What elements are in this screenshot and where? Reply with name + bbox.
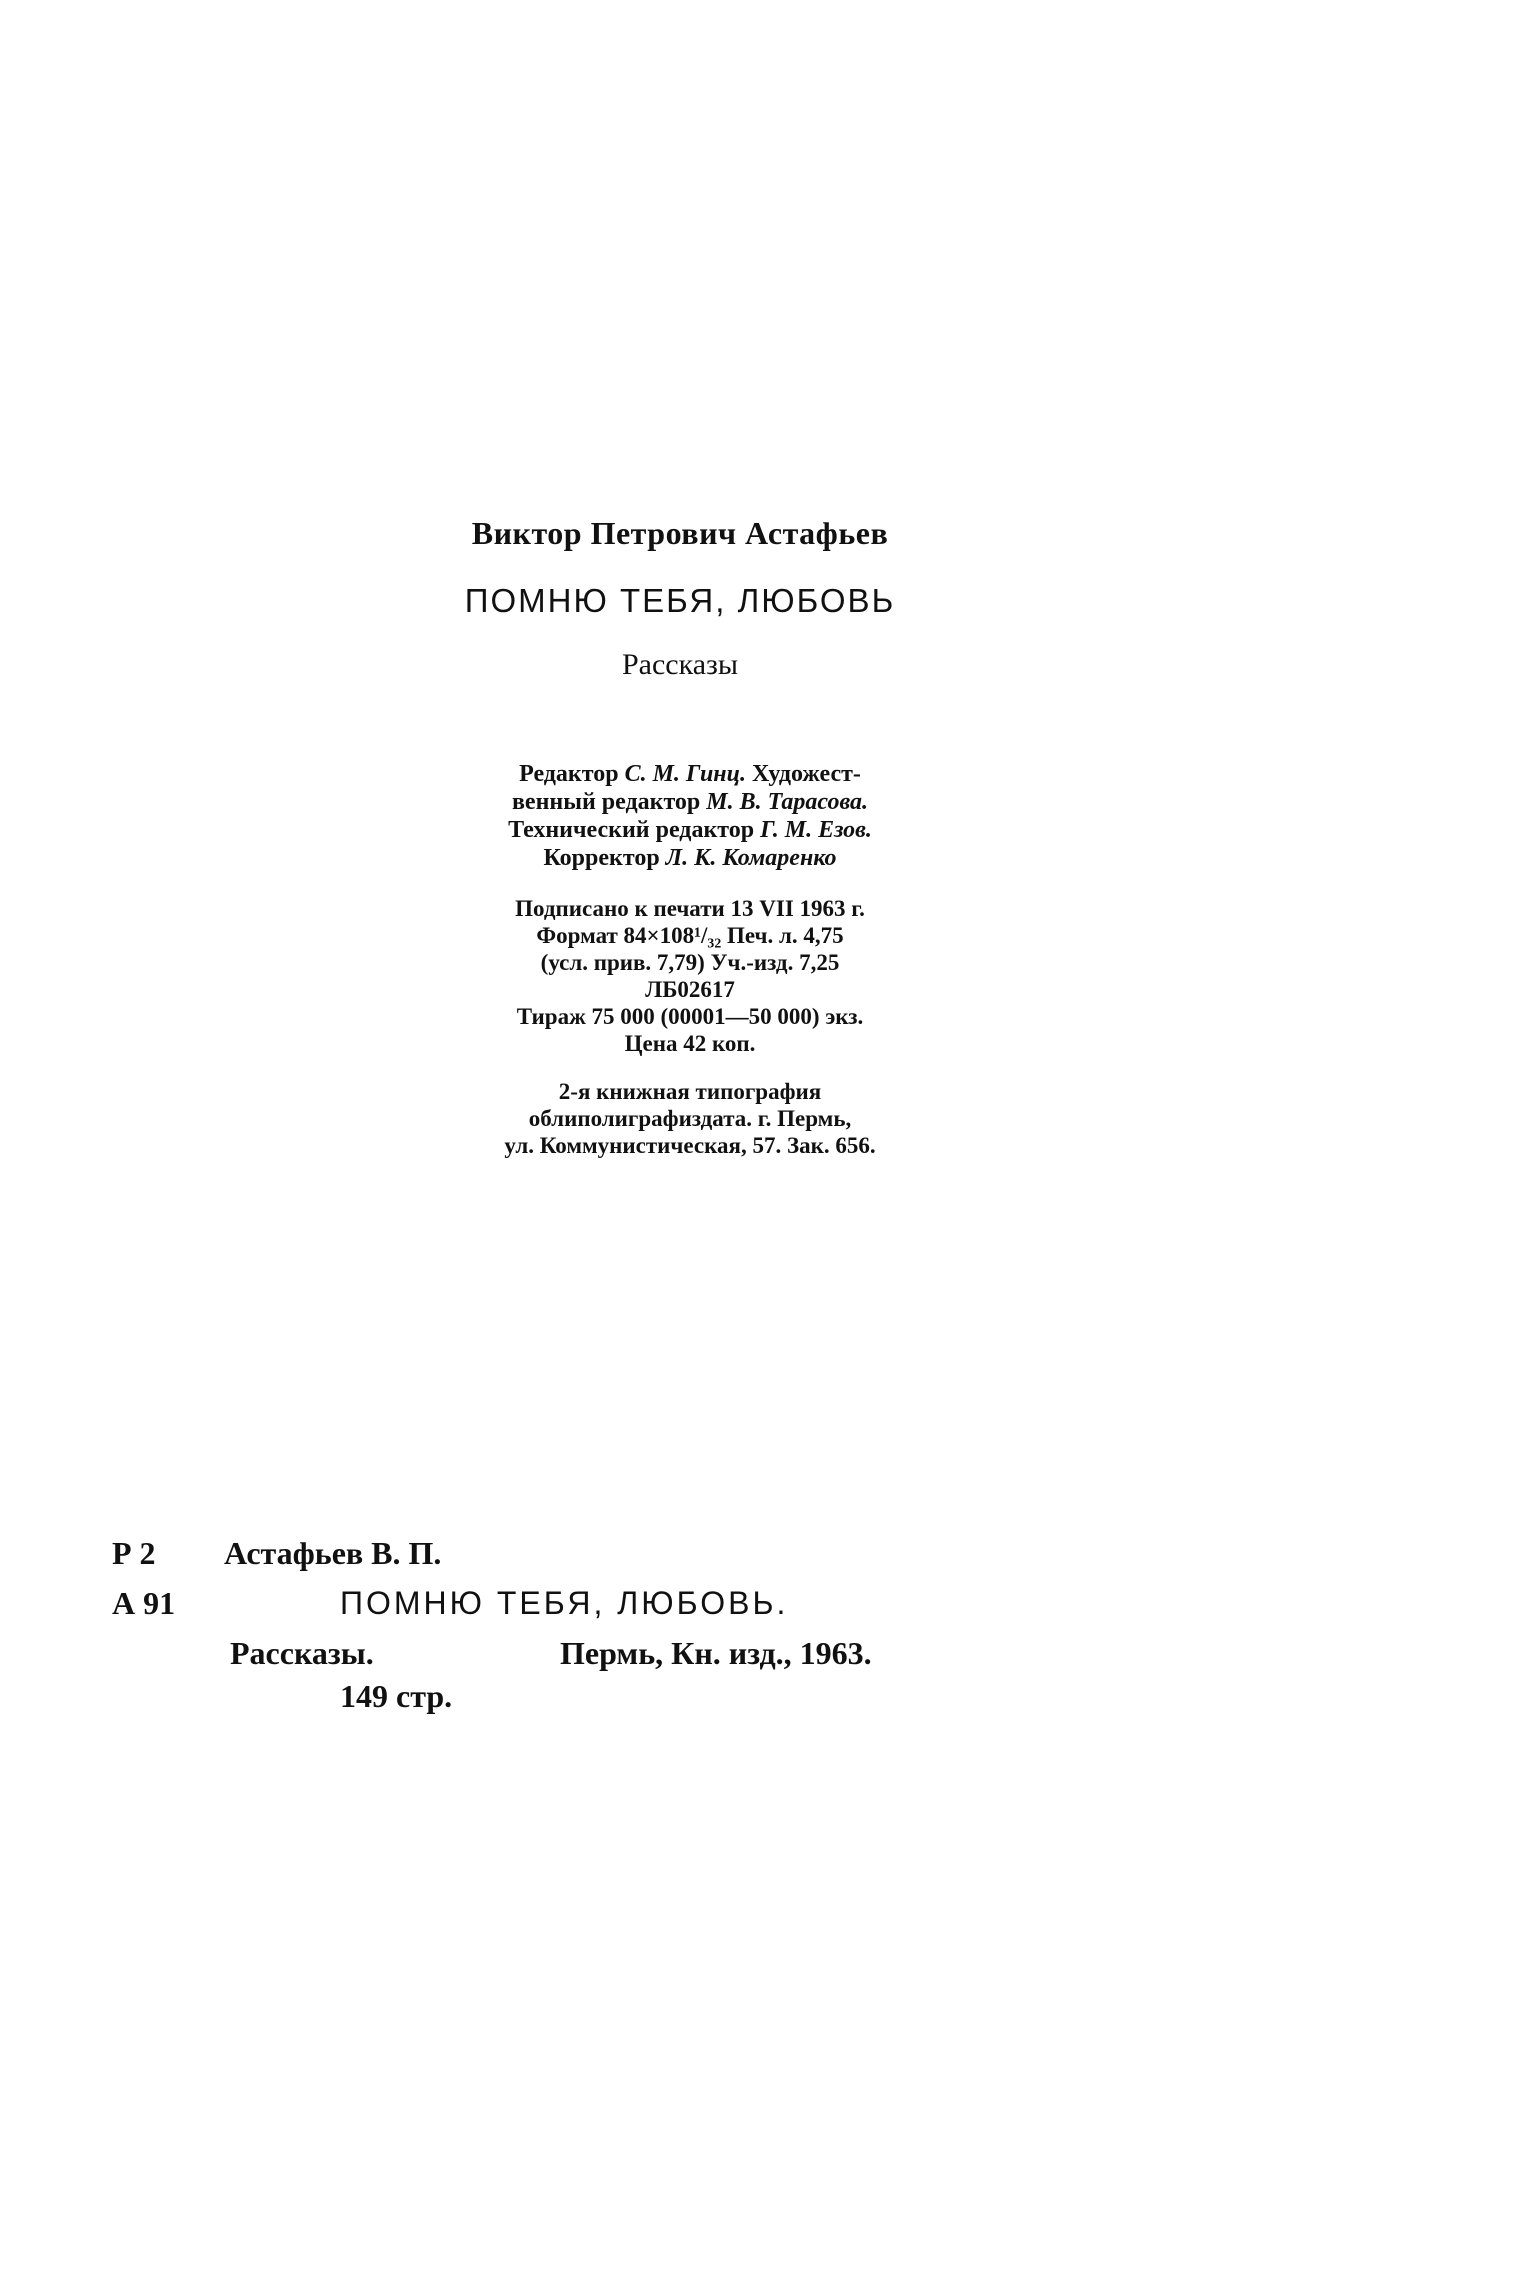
printer-line: ул. Коммунистическая, 57. Зак. 656. (504, 1133, 876, 1158)
print-detail-line: Цена 42 коп. (624, 1031, 756, 1056)
credit-line-tech-editor (440, 816, 940, 844)
credit-name: Г. М. Езов. (760, 817, 872, 843)
credit-role: Редактор (519, 761, 619, 787)
printer-info (440, 1078, 940, 1159)
catalog-publisher: Пермь, Кн. изд., 1963. (560, 1635, 872, 1671)
credit-role: венный редактор (511, 789, 701, 815)
credit-role: Художест- (751, 761, 861, 787)
book-title: ПОМНЮ ТЕБЯ, ЛЮБОВЬ (464, 582, 896, 619)
author-name: Виктор Петрович Астафьев (471, 515, 889, 551)
book-genre: Рассказы (621, 648, 739, 681)
credit-name: М. В. Тарасова. (706, 789, 869, 815)
print-detail-line: Формат 84×108¹/₃₂ Печ. л. 4,75 (536, 923, 844, 948)
catalog-title: ПОМНЮ ТЕБЯ, ЛЮБОВЬ. (340, 1585, 789, 1621)
credit-line-art-editor (440, 788, 940, 816)
catalog-index-2: А 91 (112, 1585, 176, 1621)
print-detail-line: Тираж 75 000 (00001—50 000) экз. (516, 1004, 864, 1029)
printer-line: 2-я книжная типография (558, 1079, 822, 1104)
catalog-index-1: Р 2 (112, 1535, 156, 1571)
credit-line-editor (440, 760, 940, 788)
credit-name: Л. К. Комаренко (665, 845, 837, 871)
printer-line: облиполиграфиздата. г. Пермь, (528, 1106, 852, 1131)
print-detail-line: (усл. прив. 7,79) Уч.-изд. 7,25 (540, 950, 840, 975)
print-detail-line: ЛБ02617 (645, 977, 735, 1002)
catalog-genre: Рассказы. (230, 1635, 374, 1671)
credit-role: Корректор (543, 845, 660, 871)
catalog-author: Астафьев В. П. (224, 1535, 442, 1571)
catalog-pages: 149 стр. (340, 1678, 453, 1714)
credit-role: Технический редактор (508, 817, 755, 843)
credit-line-proofreader (440, 844, 940, 872)
catalog-card (112, 1535, 1012, 1795)
editorial-credits (440, 760, 940, 872)
print-details (440, 895, 940, 1057)
credit-name: С. М. Гинц. (624, 761, 746, 787)
print-detail-line: Подписано к печати 13 VII 1963 г. (515, 896, 865, 921)
